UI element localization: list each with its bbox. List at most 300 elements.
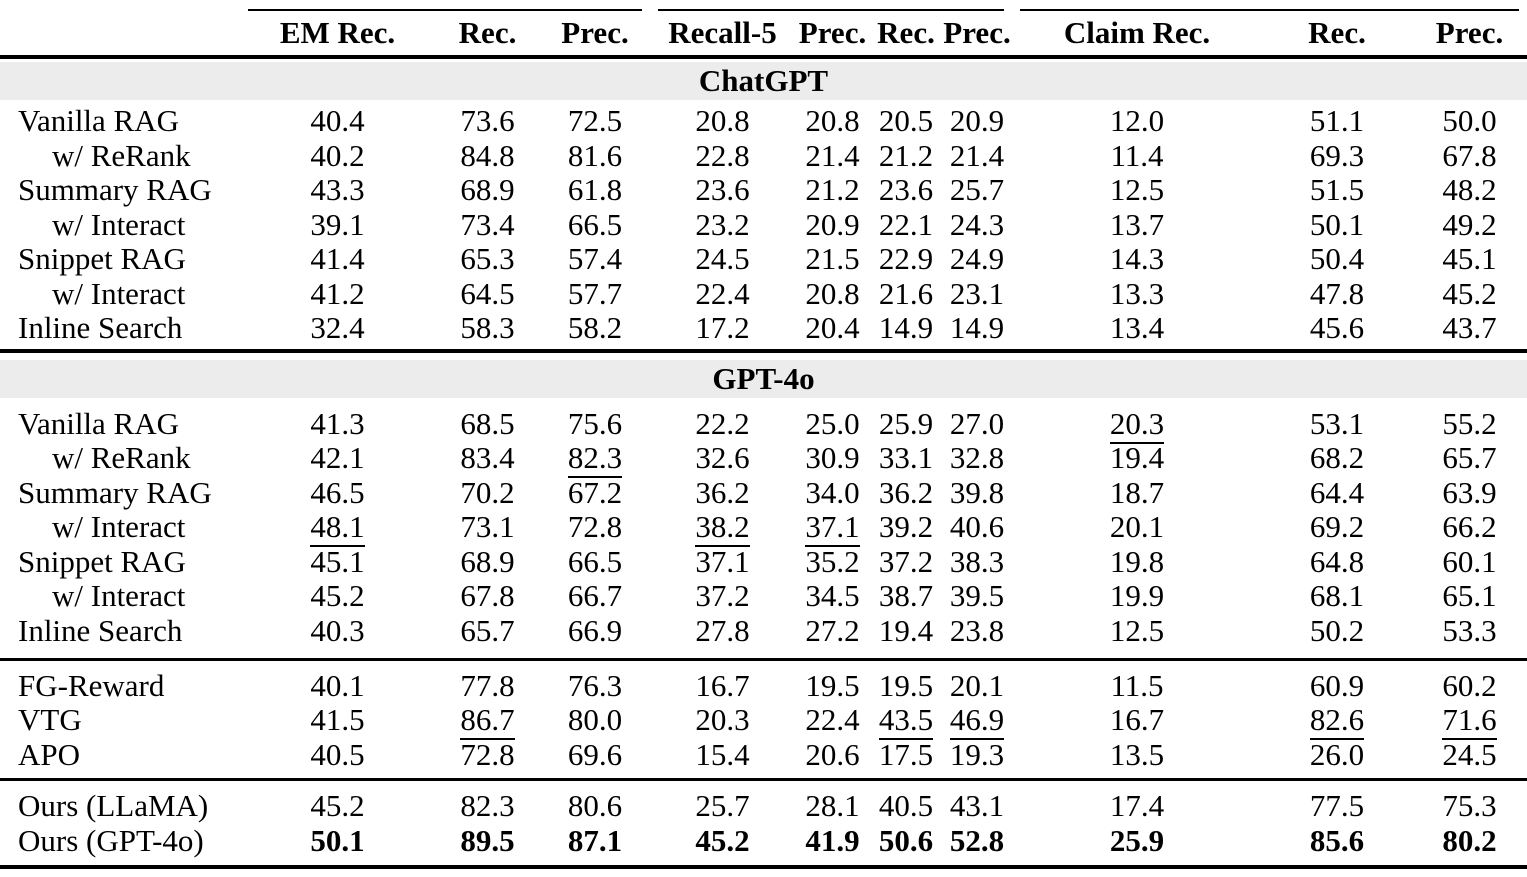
metric-cell — [942, 702, 1012, 738]
metric-cell — [650, 475, 795, 511]
metric-value: 35.2 — [805, 543, 860, 579]
metric-cell — [1012, 406, 1262, 442]
metric-cell — [1262, 276, 1412, 312]
metric-cell — [435, 276, 540, 312]
metric-value: 28.1 — [805, 788, 860, 823]
metric-value: 82.3 — [460, 788, 515, 823]
metric-value: 23.6 — [695, 172, 750, 207]
metric-value: 67.8 — [460, 578, 515, 613]
metric-cell — [1012, 509, 1262, 545]
row-label: Summary RAG — [18, 172, 212, 207]
metric-cell — [240, 207, 435, 243]
metric-value: 25.7 — [949, 172, 1005, 207]
metric-value: 14.9 — [949, 310, 1005, 345]
metric-cell — [240, 544, 435, 580]
metric-cell — [435, 737, 540, 773]
metric-cell — [240, 578, 435, 614]
metric-value: 39.8 — [949, 474, 1005, 510]
metric-cell — [870, 310, 942, 346]
column-header-rec-3: Rec. — [1308, 14, 1366, 50]
metric-value: 13.7 — [1109, 206, 1165, 242]
metric-value: 34.5 — [805, 578, 860, 613]
metric-value: 82.6 — [1310, 702, 1364, 740]
metric-cell — [650, 578, 795, 614]
metric-value: 13.4 — [1109, 310, 1165, 345]
metric-cell — [1262, 509, 1412, 545]
metric-value: 26.0 — [1309, 736, 1365, 772]
metric-cell — [1412, 172, 1527, 208]
metric-value: 43.3 — [310, 172, 365, 207]
metric-cell — [540, 823, 650, 859]
metric-cell — [650, 440, 795, 476]
metric-cell — [540, 241, 650, 277]
metric-value: 30.9 — [805, 440, 860, 475]
metric-cell — [540, 737, 650, 773]
metric-value: 50.0 — [1442, 103, 1497, 138]
metric-cell — [1412, 406, 1527, 442]
row-label: Vanilla RAG — [18, 405, 180, 441]
metric-cell — [540, 475, 650, 511]
metric-value: 21.2 — [878, 137, 934, 173]
metric-value: 20.3 — [1110, 406, 1164, 444]
metric-value: 34.0 — [805, 474, 860, 510]
metric-value: 22.1 — [878, 206, 934, 242]
metric-cell — [1262, 310, 1412, 346]
group-rule-claim-metrics — [1020, 0, 1519, 11]
metric-value: 38.3 — [949, 543, 1005, 579]
metric-cell — [540, 788, 650, 824]
metric-cell — [1412, 138, 1527, 174]
metric-value: 68.9 — [460, 172, 515, 207]
metric-cell — [1262, 475, 1412, 511]
metric-cell — [1012, 668, 1262, 704]
table-row — [0, 440, 1527, 475]
metric-cell — [795, 702, 870, 738]
metric-cell — [1012, 613, 1262, 649]
metric-value: 68.9 — [460, 543, 515, 579]
metric-cell — [650, 613, 795, 649]
metric-cell — [650, 668, 795, 704]
metric-value: 65.7 — [460, 612, 515, 648]
group-rule-recall5-metrics — [658, 0, 1004, 11]
metric-cell — [795, 138, 870, 174]
metric-cell — [942, 788, 1012, 824]
section-band-gpt4o: GPT-4o — [0, 360, 1527, 398]
metric-cell — [795, 406, 870, 442]
metric-cell — [435, 788, 540, 824]
metric-cell — [1412, 737, 1527, 773]
metric-value: 19.5 — [878, 667, 934, 703]
metric-value: 23.2 — [695, 206, 750, 242]
metric-cell — [1262, 578, 1412, 614]
metric-cell — [1012, 702, 1262, 738]
table-row — [0, 823, 1527, 858]
metric-value: 40.1 — [310, 667, 365, 703]
metric-cell — [795, 172, 870, 208]
metric-value: 80.2 — [1442, 822, 1497, 858]
metric-value: 55.2 — [1442, 405, 1497, 441]
metric-cell — [1012, 788, 1262, 824]
metric-cell — [795, 241, 870, 277]
metric-value: 19.4 — [1109, 440, 1165, 475]
metric-value: 39.2 — [878, 509, 934, 544]
metric-value: 69.3 — [1309, 137, 1365, 173]
metric-value: 20.1 — [949, 667, 1005, 703]
metric-value: 22.8 — [695, 137, 750, 173]
metric-cell — [1262, 172, 1412, 208]
row-label: Snippet RAG — [18, 543, 186, 579]
metric-cell — [435, 613, 540, 649]
metric-cell — [240, 788, 435, 824]
metric-cell — [240, 276, 435, 312]
metric-cell — [1012, 207, 1262, 243]
metric-value: 65.3 — [460, 241, 515, 276]
metric-value: 65.7 — [1442, 440, 1497, 475]
metric-cell — [1012, 823, 1262, 859]
table-row — [0, 172, 1527, 207]
table-row — [0, 613, 1527, 648]
metric-value: 41.5 — [310, 702, 365, 737]
row-label: Inline Search — [18, 310, 183, 345]
metric-value: 71.6 — [1442, 702, 1496, 740]
table-row — [0, 544, 1527, 579]
metric-cell — [540, 613, 650, 649]
row-label: Vanilla RAG — [18, 103, 180, 138]
table-row — [0, 788, 1527, 823]
metric-cell — [1012, 103, 1262, 139]
row-label: Snippet RAG — [18, 241, 186, 276]
metric-value: 41.2 — [310, 275, 365, 311]
metric-value: 37.2 — [878, 543, 934, 579]
metric-cell — [240, 668, 435, 704]
row-label: w/ Interact — [52, 206, 186, 242]
metric-value: 23.8 — [949, 612, 1005, 648]
metric-value: 20.3 — [695, 702, 750, 737]
table-bottom-rule — [0, 865, 1527, 869]
metric-value: 46.9 — [950, 702, 1004, 740]
metric-value: 68.2 — [1309, 440, 1365, 475]
metric-cell — [435, 475, 540, 511]
metric-value: 20.1 — [1109, 509, 1165, 544]
metric-value: 77.8 — [460, 667, 515, 703]
row-label: APO — [18, 736, 81, 772]
row-label: VTG — [18, 702, 82, 737]
table-row — [0, 406, 1527, 441]
metric-value: 69.6 — [567, 736, 623, 772]
metric-value: 68.5 — [460, 405, 515, 441]
table-row — [0, 668, 1527, 703]
metric-cell — [240, 440, 435, 476]
metric-cell — [1412, 475, 1527, 511]
metric-cell — [650, 823, 795, 859]
metric-value: 58.3 — [460, 310, 515, 345]
metric-cell — [650, 406, 795, 442]
section-rows-chatgpt — [0, 103, 1527, 345]
metric-cell — [540, 172, 650, 208]
metric-value: 43.5 — [879, 702, 933, 740]
metric-cell — [1262, 544, 1412, 580]
metric-cell — [870, 475, 942, 511]
metric-cell — [1412, 241, 1527, 277]
metric-cell — [942, 509, 1012, 545]
metric-value: 36.2 — [695, 474, 750, 510]
row-label: Ours (GPT-4o) — [18, 822, 204, 858]
metric-value: 22.4 — [695, 275, 750, 311]
metric-cell — [942, 172, 1012, 208]
metric-value: 37.1 — [695, 543, 750, 579]
metric-cell — [870, 578, 942, 614]
metric-cell — [795, 823, 870, 859]
metric-cell — [870, 788, 942, 824]
metric-value: 80.6 — [567, 788, 623, 823]
metric-value: 32.4 — [310, 310, 365, 345]
metric-value: 12.5 — [1109, 172, 1165, 207]
metric-cell — [1012, 544, 1262, 580]
metric-value: 40.2 — [310, 137, 365, 173]
metric-cell — [435, 668, 540, 704]
metric-cell — [870, 702, 942, 738]
metric-cell — [942, 475, 1012, 511]
metric-value: 70.2 — [460, 474, 515, 510]
metric-value: 66.5 — [567, 206, 623, 242]
metric-value: 50.4 — [1309, 241, 1365, 276]
metric-cell — [240, 310, 435, 346]
metric-value: 51.1 — [1309, 103, 1365, 138]
metric-value: 64.4 — [1309, 474, 1365, 510]
column-header-em-rec: EM Rec. — [279, 14, 396, 50]
metric-cell — [1262, 406, 1412, 442]
metric-value: 13.3 — [1109, 275, 1165, 311]
metric-cell — [795, 440, 870, 476]
metric-value: 60.1 — [1442, 543, 1497, 579]
column-header-prec-1: Prec. — [561, 14, 629, 50]
metric-cell — [870, 241, 942, 277]
section-divider-rule-3 — [0, 778, 1527, 781]
metric-value: 20.4 — [805, 310, 860, 345]
metric-value: 43.7 — [1442, 310, 1497, 345]
section-divider-rule-2 — [0, 658, 1527, 661]
metric-value: 58.2 — [567, 310, 623, 345]
column-header-prec-2: Prec. — [798, 14, 867, 50]
metric-cell — [1012, 737, 1262, 773]
metric-cell — [942, 440, 1012, 476]
metric-value: 23.6 — [878, 172, 934, 207]
metric-cell — [1412, 702, 1527, 738]
metric-cell — [942, 578, 1012, 614]
metric-cell — [795, 613, 870, 649]
metric-value: 63.9 — [1442, 474, 1497, 510]
metric-value: 19.8 — [1109, 543, 1165, 579]
metric-cell — [1412, 207, 1527, 243]
metric-value: 25.7 — [695, 788, 750, 823]
metric-value: 20.8 — [805, 103, 860, 138]
table-row — [0, 509, 1527, 544]
metric-cell — [435, 406, 540, 442]
metric-value: 84.8 — [460, 137, 515, 173]
metric-cell — [540, 103, 650, 139]
metric-cell — [435, 138, 540, 174]
metric-cell — [870, 544, 942, 580]
metric-value: 32.6 — [695, 440, 750, 475]
metric-cell — [1012, 440, 1262, 476]
metric-cell — [795, 103, 870, 139]
table-row — [0, 103, 1527, 138]
metric-value: 45.2 — [310, 578, 365, 613]
metric-cell — [1412, 823, 1527, 859]
metric-value: 65.1 — [1442, 578, 1497, 613]
metric-value: 21.5 — [805, 241, 860, 276]
metric-value: 14.9 — [878, 310, 934, 345]
metric-value: 60.2 — [1442, 667, 1497, 703]
metric-value: 24.9 — [949, 241, 1005, 276]
metric-value: 73.6 — [460, 103, 515, 138]
metric-cell — [540, 509, 650, 545]
metric-value: 17.4 — [1109, 788, 1165, 823]
metric-value: 45.2 — [1442, 275, 1497, 311]
metric-cell — [1262, 823, 1412, 859]
metric-cell — [942, 207, 1012, 243]
metric-value: 49.2 — [1442, 206, 1497, 242]
metric-value: 72.8 — [460, 736, 515, 772]
metric-cell — [942, 613, 1012, 649]
metric-cell — [1412, 276, 1527, 312]
metric-cell — [650, 509, 795, 545]
metric-value: 81.6 — [567, 137, 623, 173]
metric-cell — [942, 276, 1012, 312]
metric-cell — [1012, 578, 1262, 614]
table-row — [0, 276, 1527, 311]
table-row — [0, 310, 1527, 345]
metric-value: 46.5 — [310, 474, 365, 510]
metric-cell — [870, 668, 942, 704]
metric-value: 85.6 — [1309, 822, 1365, 858]
metric-value: 57.4 — [567, 241, 623, 276]
metric-value: 48.2 — [1442, 172, 1497, 207]
metric-cell — [240, 406, 435, 442]
metric-cell — [1262, 613, 1412, 649]
metric-value: 17.5 — [878, 736, 934, 772]
row-label: Inline Search — [18, 612, 183, 648]
metric-value: 25.9 — [878, 405, 934, 441]
metric-value: 64.5 — [460, 275, 515, 311]
metric-value: 23.1 — [949, 275, 1005, 311]
metric-value: 73.4 — [460, 206, 515, 242]
metric-cell — [435, 578, 540, 614]
metric-cell — [435, 702, 540, 738]
table-row — [0, 578, 1527, 613]
metric-value: 61.8 — [567, 172, 623, 207]
metric-value: 75.6 — [567, 405, 623, 441]
metric-cell — [795, 276, 870, 312]
metric-value: 87.1 — [567, 822, 623, 858]
metric-value: 33.1 — [878, 440, 934, 475]
metric-value: 25.0 — [805, 405, 860, 441]
metric-cell — [1262, 668, 1412, 704]
metric-cell — [795, 544, 870, 580]
metric-cell — [870, 406, 942, 442]
metric-cell — [650, 310, 795, 346]
metric-value: 45.1 — [310, 543, 365, 579]
metric-value: 69.2 — [1309, 509, 1365, 544]
metric-cell — [650, 702, 795, 738]
metric-value: 21.4 — [949, 137, 1005, 173]
metric-value: 19.4 — [878, 612, 934, 648]
metric-cell — [795, 509, 870, 545]
metric-cell — [942, 103, 1012, 139]
metric-value: 68.1 — [1309, 578, 1365, 613]
metric-value: 76.3 — [567, 667, 623, 703]
metric-value: 80.0 — [567, 702, 623, 737]
metric-value: 42.1 — [310, 440, 365, 475]
metric-cell — [870, 207, 942, 243]
metric-value: 22.4 — [805, 702, 860, 737]
metric-value: 57.7 — [567, 275, 623, 311]
column-header-prec-4: Prec. — [1435, 14, 1504, 50]
metric-value: 19.5 — [805, 667, 860, 703]
metric-cell — [1412, 788, 1527, 824]
metric-value: 21.6 — [878, 275, 934, 311]
metric-cell — [240, 702, 435, 738]
metric-cell — [795, 207, 870, 243]
metric-cell — [942, 544, 1012, 580]
metric-cell — [1262, 737, 1412, 773]
metric-value: 45.6 — [1309, 310, 1365, 345]
metric-cell — [240, 475, 435, 511]
metric-value: 25.9 — [1109, 822, 1165, 858]
metric-value: 40.6 — [949, 509, 1005, 544]
metric-cell — [1262, 702, 1412, 738]
column-header-row — [0, 10, 1527, 55]
metric-value: 22.9 — [878, 241, 934, 276]
metric-value: 45.2 — [310, 788, 365, 823]
metric-cell — [240, 241, 435, 277]
metric-value: 21.4 — [805, 137, 860, 173]
metric-value: 47.8 — [1309, 275, 1365, 311]
metric-value: 67.2 — [567, 474, 623, 510]
metric-cell — [870, 823, 942, 859]
metric-cell — [650, 241, 795, 277]
metric-cell — [435, 823, 540, 859]
metric-value: 12.0 — [1109, 103, 1165, 138]
metric-cell — [795, 578, 870, 614]
section-rows-baselines — [0, 668, 1527, 772]
metric-cell — [942, 310, 1012, 346]
metric-value: 41.9 — [805, 822, 860, 858]
metric-cell — [1412, 103, 1527, 139]
metric-cell — [435, 103, 540, 139]
metric-cell — [870, 138, 942, 174]
metric-cell — [1412, 613, 1527, 649]
metric-cell — [650, 138, 795, 174]
metric-value: 64.8 — [1309, 543, 1365, 579]
table-row — [0, 207, 1527, 242]
metric-cell — [1012, 241, 1262, 277]
group-rule-em-metrics — [248, 0, 642, 11]
metric-cell — [650, 276, 795, 312]
row-label: w/ Interact — [52, 509, 186, 544]
table-row — [0, 475, 1527, 510]
metric-value: 66.7 — [567, 578, 623, 613]
metric-cell — [435, 440, 540, 476]
metric-cell — [870, 613, 942, 649]
metric-cell — [540, 544, 650, 580]
metric-value: 38.2 — [695, 509, 749, 547]
metric-value: 66.9 — [567, 612, 623, 648]
metric-value: 37.2 — [695, 578, 750, 613]
metric-cell — [870, 276, 942, 312]
metric-cell — [540, 310, 650, 346]
section-rows-ours — [0, 788, 1527, 857]
